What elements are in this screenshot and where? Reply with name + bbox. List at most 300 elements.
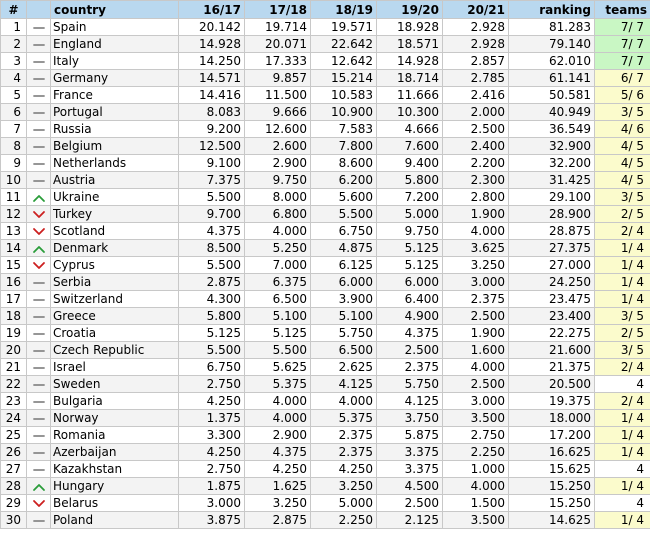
season-19-20-cell: 11.666 bbox=[377, 87, 443, 104]
table-row[interactable] bbox=[1, 359, 650, 376]
country-cell: Poland bbox=[51, 512, 179, 529]
table-row[interactable] bbox=[1, 376, 650, 393]
season-19-20-cell: 3.750 bbox=[377, 410, 443, 427]
season-19-20-cell: 18.928 bbox=[377, 19, 443, 36]
season-18-19-cell: 5.600 bbox=[311, 189, 377, 206]
season-17-18-cell: 6.500 bbox=[245, 291, 311, 308]
rank-cell: 13 bbox=[1, 223, 27, 240]
ranking-cell: 15.250 bbox=[509, 495, 595, 512]
table-row[interactable] bbox=[1, 325, 650, 342]
rank-cell: 26 bbox=[1, 444, 27, 461]
trend-same-icon bbox=[32, 40, 46, 50]
trend-cell bbox=[27, 444, 51, 461]
season-17-18-cell: 12.600 bbox=[245, 121, 311, 138]
season-19-20-cell: 9.750 bbox=[377, 223, 443, 240]
season-20-21-cell: 4.000 bbox=[443, 478, 509, 495]
season-19-20-cell: 6.400 bbox=[377, 291, 443, 308]
table-row[interactable] bbox=[1, 444, 650, 461]
season-19-20-cell: 5.875 bbox=[377, 427, 443, 444]
table-row[interactable] bbox=[1, 308, 650, 325]
rank-cell: 5 bbox=[1, 87, 27, 104]
header-ranking[interactable]: ranking bbox=[509, 1, 595, 19]
season-20-21-cell: 1.900 bbox=[443, 325, 509, 342]
rank-cell: 4 bbox=[1, 70, 27, 87]
season-18-19-cell: 7.583 bbox=[311, 121, 377, 138]
rank-cell: 8 bbox=[1, 138, 27, 155]
table-row[interactable] bbox=[1, 87, 650, 104]
country-cell: Kazakhstan bbox=[51, 461, 179, 478]
season-17-18-cell: 5.100 bbox=[245, 308, 311, 325]
teams-cell: 2/ 5 bbox=[595, 325, 650, 342]
ranking-cell: 61.141 bbox=[509, 70, 595, 87]
ranking-cell: 18.000 bbox=[509, 410, 595, 427]
season-16-17-cell: 14.416 bbox=[179, 87, 245, 104]
trend-cell bbox=[27, 240, 51, 257]
rank-cell: 3 bbox=[1, 53, 27, 70]
ranking-cell: 20.500 bbox=[509, 376, 595, 393]
rank-cell: 12 bbox=[1, 206, 27, 223]
ranking-cell: 79.140 bbox=[509, 36, 595, 53]
season-16-17-cell: 3.300 bbox=[179, 427, 245, 444]
country-cell: Cyprus bbox=[51, 257, 179, 274]
season-20-21-cell: 4.000 bbox=[443, 359, 509, 376]
header-season-19-20[interactable]: 19/20 bbox=[377, 1, 443, 19]
season-19-20-cell: 5.000 bbox=[377, 206, 443, 223]
trend-cell bbox=[27, 291, 51, 308]
table-row[interactable] bbox=[1, 206, 650, 223]
teams-cell: 4 bbox=[595, 376, 650, 393]
trend-same-icon bbox=[32, 74, 46, 84]
header-season-17-18[interactable]: 17/18 bbox=[245, 1, 311, 19]
ranking-cell: 40.949 bbox=[509, 104, 595, 121]
teams-cell: 5/ 6 bbox=[595, 87, 650, 104]
trend-same-icon bbox=[32, 431, 46, 441]
ranking-cell: 31.425 bbox=[509, 172, 595, 189]
season-17-18-cell: 2.900 bbox=[245, 427, 311, 444]
country-cell: Switzerland bbox=[51, 291, 179, 308]
season-19-20-cell: 4.125 bbox=[377, 393, 443, 410]
ranking-cell: 14.625 bbox=[509, 512, 595, 529]
country-cell: Belarus bbox=[51, 495, 179, 512]
rank-cell: 16 bbox=[1, 274, 27, 291]
season-17-18-cell: 2.875 bbox=[245, 512, 311, 529]
season-19-20-cell: 7.200 bbox=[377, 189, 443, 206]
rank-cell: 22 bbox=[1, 376, 27, 393]
trend-cell bbox=[27, 308, 51, 325]
season-20-21-cell: 3.625 bbox=[443, 240, 509, 257]
season-18-19-cell: 6.750 bbox=[311, 223, 377, 240]
season-16-17-cell: 20.142 bbox=[179, 19, 245, 36]
trend-cell bbox=[27, 189, 51, 206]
season-17-18-cell: 5.125 bbox=[245, 325, 311, 342]
season-18-19-cell: 2.250 bbox=[311, 512, 377, 529]
trend-cell bbox=[27, 495, 51, 512]
season-18-19-cell: 4.000 bbox=[311, 393, 377, 410]
season-20-21-cell: 2.375 bbox=[443, 291, 509, 308]
teams-cell: 3/ 5 bbox=[595, 308, 650, 325]
season-16-17-cell: 4.250 bbox=[179, 393, 245, 410]
ranking-cell: 36.549 bbox=[509, 121, 595, 138]
season-18-19-cell: 6.500 bbox=[311, 342, 377, 359]
table-row[interactable] bbox=[1, 104, 650, 121]
table-row[interactable] bbox=[1, 240, 650, 257]
rank-cell: 23 bbox=[1, 393, 27, 410]
rank-cell: 17 bbox=[1, 291, 27, 308]
rank-cell: 25 bbox=[1, 427, 27, 444]
trend-same-icon bbox=[32, 448, 46, 458]
season-20-21-cell: 2.300 bbox=[443, 172, 509, 189]
country-cell: France bbox=[51, 87, 179, 104]
ranking-cell: 50.581 bbox=[509, 87, 595, 104]
table-row[interactable] bbox=[1, 121, 650, 138]
trend-same-icon bbox=[32, 312, 46, 322]
teams-cell: 2/ 5 bbox=[595, 206, 650, 223]
trend-cell bbox=[27, 172, 51, 189]
trend-same-icon bbox=[32, 363, 46, 373]
season-19-20-cell: 9.400 bbox=[377, 155, 443, 172]
trend-same-icon bbox=[32, 159, 46, 169]
table-row[interactable] bbox=[1, 19, 650, 36]
season-16-17-cell: 14.928 bbox=[179, 36, 245, 53]
season-18-19-cell: 4.250 bbox=[311, 461, 377, 478]
season-18-19-cell: 7.800 bbox=[311, 138, 377, 155]
season-17-18-cell: 6.375 bbox=[245, 274, 311, 291]
trend-same-icon bbox=[32, 465, 46, 475]
header-row bbox=[1, 1, 650, 19]
season-17-18-cell: 5.375 bbox=[245, 376, 311, 393]
ranking-cell: 19.375 bbox=[509, 393, 595, 410]
season-16-17-cell: 8.500 bbox=[179, 240, 245, 257]
table-row[interactable] bbox=[1, 274, 650, 291]
trend-up-icon bbox=[32, 482, 46, 492]
teams-cell: 1/ 4 bbox=[595, 240, 650, 257]
season-20-21-cell: 2.500 bbox=[443, 121, 509, 138]
trend-cell bbox=[27, 410, 51, 427]
season-17-18-cell: 2.600 bbox=[245, 138, 311, 155]
season-19-20-cell: 2.375 bbox=[377, 359, 443, 376]
country-cell: Austria bbox=[51, 172, 179, 189]
table-row[interactable] bbox=[1, 155, 650, 172]
season-20-21-cell: 1.600 bbox=[443, 342, 509, 359]
season-19-20-cell: 2.500 bbox=[377, 495, 443, 512]
season-20-21-cell: 3.000 bbox=[443, 274, 509, 291]
season-18-19-cell: 5.750 bbox=[311, 325, 377, 342]
trend-cell bbox=[27, 155, 51, 172]
trend-cell bbox=[27, 87, 51, 104]
country-cell: Germany bbox=[51, 70, 179, 87]
season-17-18-cell: 2.900 bbox=[245, 155, 311, 172]
trend-cell bbox=[27, 257, 51, 274]
table-row[interactable] bbox=[1, 478, 650, 495]
rank-cell: 10 bbox=[1, 172, 27, 189]
table-row[interactable] bbox=[1, 53, 650, 70]
season-16-17-cell: 2.750 bbox=[179, 376, 245, 393]
table-row[interactable] bbox=[1, 427, 650, 444]
ranking-cell: 29.100 bbox=[509, 189, 595, 206]
ranking-cell: 62.010 bbox=[509, 53, 595, 70]
teams-cell: 7/ 7 bbox=[595, 19, 650, 36]
rank-cell: 21 bbox=[1, 359, 27, 376]
season-20-21-cell: 3.500 bbox=[443, 512, 509, 529]
trend-cell bbox=[27, 206, 51, 223]
teams-cell: 3/ 5 bbox=[595, 342, 650, 359]
season-18-19-cell: 2.375 bbox=[311, 427, 377, 444]
trend-down-icon bbox=[32, 227, 46, 237]
trend-cell bbox=[27, 104, 51, 121]
trend-cell bbox=[27, 478, 51, 495]
teams-cell: 4 bbox=[595, 461, 650, 478]
table-row[interactable] bbox=[1, 495, 650, 512]
season-18-19-cell: 2.375 bbox=[311, 444, 377, 461]
teams-cell: 2/ 4 bbox=[595, 359, 650, 376]
ranking-cell: 27.000 bbox=[509, 257, 595, 274]
ranking-cell: 32.900 bbox=[509, 138, 595, 155]
header-season-16-17[interactable]: 16/17 bbox=[179, 1, 245, 19]
ranking-cell: 23.475 bbox=[509, 291, 595, 308]
season-19-20-cell: 10.300 bbox=[377, 104, 443, 121]
teams-cell: 2/ 4 bbox=[595, 223, 650, 240]
country-cell: Czech Republic bbox=[51, 342, 179, 359]
trend-cell bbox=[27, 70, 51, 87]
season-20-21-cell: 2.416 bbox=[443, 87, 509, 104]
season-19-20-cell: 6.000 bbox=[377, 274, 443, 291]
country-cell: Netherlands bbox=[51, 155, 179, 172]
season-18-19-cell: 3.900 bbox=[311, 291, 377, 308]
table-row[interactable] bbox=[1, 257, 650, 274]
season-16-17-cell: 5.500 bbox=[179, 189, 245, 206]
teams-cell: 1/ 4 bbox=[595, 410, 650, 427]
header-country[interactable]: country bbox=[51, 1, 179, 19]
table-row[interactable] bbox=[1, 512, 650, 529]
season-16-17-cell: 5.500 bbox=[179, 342, 245, 359]
ranking-cell: 24.250 bbox=[509, 274, 595, 291]
table-row[interactable] bbox=[1, 223, 650, 240]
ranking-cell: 23.400 bbox=[509, 308, 595, 325]
season-17-18-cell: 5.250 bbox=[245, 240, 311, 257]
season-20-21-cell: 1.500 bbox=[443, 495, 509, 512]
ranking-cell: 28.900 bbox=[509, 206, 595, 223]
season-16-17-cell: 9.200 bbox=[179, 121, 245, 138]
season-16-17-cell: 2.750 bbox=[179, 461, 245, 478]
season-17-18-cell: 1.625 bbox=[245, 478, 311, 495]
season-20-21-cell: 3.250 bbox=[443, 257, 509, 274]
season-18-19-cell: 10.583 bbox=[311, 87, 377, 104]
season-17-18-cell: 9.666 bbox=[245, 104, 311, 121]
season-16-17-cell: 4.375 bbox=[179, 223, 245, 240]
season-17-18-cell: 8.000 bbox=[245, 189, 311, 206]
season-17-18-cell: 5.500 bbox=[245, 342, 311, 359]
season-17-18-cell: 20.071 bbox=[245, 36, 311, 53]
teams-cell: 4/ 5 bbox=[595, 155, 650, 172]
rank-cell: 29 bbox=[1, 495, 27, 512]
season-16-17-cell: 2.875 bbox=[179, 274, 245, 291]
trend-up-icon bbox=[32, 193, 46, 203]
trend-cell bbox=[27, 223, 51, 240]
rank-cell: 7 bbox=[1, 121, 27, 138]
ranking-cell: 15.625 bbox=[509, 461, 595, 478]
country-cell: Bulgaria bbox=[51, 393, 179, 410]
season-20-21-cell: 1.900 bbox=[443, 206, 509, 223]
season-18-19-cell: 6.125 bbox=[311, 257, 377, 274]
table-row[interactable] bbox=[1, 189, 650, 206]
season-18-19-cell: 10.900 bbox=[311, 104, 377, 121]
trend-same-icon bbox=[32, 108, 46, 118]
season-20-21-cell: 2.500 bbox=[443, 376, 509, 393]
trend-cell bbox=[27, 121, 51, 138]
table-body bbox=[1, 19, 650, 529]
trend-same-icon bbox=[32, 414, 46, 424]
teams-cell: 3/ 5 bbox=[595, 189, 650, 206]
rank-cell: 1 bbox=[1, 19, 27, 36]
trend-down-icon bbox=[32, 261, 46, 271]
season-18-19-cell: 4.875 bbox=[311, 240, 377, 257]
season-20-21-cell: 2.750 bbox=[443, 427, 509, 444]
season-18-19-cell: 2.625 bbox=[311, 359, 377, 376]
country-cell: Belgium bbox=[51, 138, 179, 155]
table-row[interactable] bbox=[1, 291, 650, 308]
season-19-20-cell: 2.500 bbox=[377, 342, 443, 359]
trend-cell bbox=[27, 274, 51, 291]
season-19-20-cell: 5.125 bbox=[377, 257, 443, 274]
season-20-21-cell: 2.200 bbox=[443, 155, 509, 172]
trend-cell bbox=[27, 461, 51, 478]
season-16-17-cell: 8.083 bbox=[179, 104, 245, 121]
header-season-18-19[interactable]: 18/19 bbox=[311, 1, 377, 19]
country-cell: Azerbaijan bbox=[51, 444, 179, 461]
rank-cell: 24 bbox=[1, 410, 27, 427]
rank-cell: 11 bbox=[1, 189, 27, 206]
season-17-18-cell: 4.375 bbox=[245, 444, 311, 461]
trend-cell bbox=[27, 138, 51, 155]
rank-cell: 2 bbox=[1, 36, 27, 53]
table-row[interactable] bbox=[1, 70, 650, 87]
season-17-18-cell: 11.500 bbox=[245, 87, 311, 104]
country-cell: Hungary bbox=[51, 478, 179, 495]
trend-same-icon bbox=[32, 91, 46, 101]
trend-cell bbox=[27, 19, 51, 36]
season-17-18-cell: 5.625 bbox=[245, 359, 311, 376]
season-16-17-cell: 14.250 bbox=[179, 53, 245, 70]
table-row[interactable] bbox=[1, 393, 650, 410]
country-cell: Norway bbox=[51, 410, 179, 427]
table-row[interactable] bbox=[1, 410, 650, 427]
ranking-cell: 27.375 bbox=[509, 240, 595, 257]
table-row[interactable] bbox=[1, 461, 650, 478]
season-20-21-cell: 3.000 bbox=[443, 393, 509, 410]
header-rank[interactable]: # bbox=[1, 1, 27, 19]
trend-same-icon bbox=[32, 278, 46, 288]
teams-cell: 2/ 4 bbox=[595, 393, 650, 410]
country-cell: Russia bbox=[51, 121, 179, 138]
header-teams[interactable]: teams bbox=[595, 1, 650, 19]
season-16-17-cell: 5.500 bbox=[179, 257, 245, 274]
season-16-17-cell: 7.375 bbox=[179, 172, 245, 189]
season-18-19-cell: 3.250 bbox=[311, 478, 377, 495]
teams-cell: 4/ 6 bbox=[595, 121, 650, 138]
trend-down-icon bbox=[32, 210, 46, 220]
season-19-20-cell: 7.600 bbox=[377, 138, 443, 155]
season-20-21-cell: 2.800 bbox=[443, 189, 509, 206]
season-18-19-cell: 19.571 bbox=[311, 19, 377, 36]
country-cell: Croatia bbox=[51, 325, 179, 342]
trend-same-icon bbox=[32, 57, 46, 67]
season-18-19-cell: 6.000 bbox=[311, 274, 377, 291]
ranking-cell: 21.375 bbox=[509, 359, 595, 376]
season-19-20-cell: 4.666 bbox=[377, 121, 443, 138]
teams-cell: 1/ 4 bbox=[595, 444, 650, 461]
season-18-19-cell: 5.100 bbox=[311, 308, 377, 325]
season-17-18-cell: 7.000 bbox=[245, 257, 311, 274]
season-18-19-cell: 8.600 bbox=[311, 155, 377, 172]
ranking-cell: 28.875 bbox=[509, 223, 595, 240]
country-cell: Romania bbox=[51, 427, 179, 444]
trend-down-icon bbox=[32, 499, 46, 509]
ranking-cell: 22.275 bbox=[509, 325, 595, 342]
season-19-20-cell: 4.375 bbox=[377, 325, 443, 342]
ranking-cell: 16.625 bbox=[509, 444, 595, 461]
ranking-cell: 15.250 bbox=[509, 478, 595, 495]
table-row[interactable] bbox=[1, 172, 650, 189]
table-row[interactable] bbox=[1, 36, 650, 53]
season-20-21-cell: 2.250 bbox=[443, 444, 509, 461]
season-18-19-cell: 6.200 bbox=[311, 172, 377, 189]
country-cell: Spain bbox=[51, 19, 179, 36]
trend-cell bbox=[27, 427, 51, 444]
country-cell: Sweden bbox=[51, 376, 179, 393]
rank-cell: 20 bbox=[1, 342, 27, 359]
season-17-18-cell: 4.250 bbox=[245, 461, 311, 478]
season-19-20-cell: 3.375 bbox=[377, 444, 443, 461]
season-19-20-cell: 5.750 bbox=[377, 376, 443, 393]
season-17-18-cell: 9.750 bbox=[245, 172, 311, 189]
trend-cell bbox=[27, 393, 51, 410]
rank-cell: 19 bbox=[1, 325, 27, 342]
rank-cell: 18 bbox=[1, 308, 27, 325]
season-17-18-cell: 6.800 bbox=[245, 206, 311, 223]
season-16-17-cell: 9.100 bbox=[179, 155, 245, 172]
season-16-17-cell: 5.125 bbox=[179, 325, 245, 342]
season-18-19-cell: 5.000 bbox=[311, 495, 377, 512]
season-18-19-cell: 22.642 bbox=[311, 36, 377, 53]
trend-same-icon bbox=[32, 176, 46, 186]
header-season-20-21[interactable]: 20/21 bbox=[443, 1, 509, 19]
rank-cell: 9 bbox=[1, 155, 27, 172]
season-16-17-cell: 9.700 bbox=[179, 206, 245, 223]
season-16-17-cell: 5.800 bbox=[179, 308, 245, 325]
season-20-21-cell: 2.500 bbox=[443, 308, 509, 325]
table-row[interactable] bbox=[1, 342, 650, 359]
rank-cell: 6 bbox=[1, 104, 27, 121]
season-17-18-cell: 4.000 bbox=[245, 393, 311, 410]
trend-cell bbox=[27, 359, 51, 376]
teams-cell: 1/ 4 bbox=[595, 512, 650, 529]
teams-cell: 1/ 4 bbox=[595, 257, 650, 274]
country-cell: England bbox=[51, 36, 179, 53]
season-16-17-cell: 12.500 bbox=[179, 138, 245, 155]
trend-cell bbox=[27, 325, 51, 342]
season-17-18-cell: 19.714 bbox=[245, 19, 311, 36]
season-20-21-cell: 2.400 bbox=[443, 138, 509, 155]
season-20-21-cell: 2.857 bbox=[443, 53, 509, 70]
season-16-17-cell: 4.300 bbox=[179, 291, 245, 308]
season-16-17-cell: 1.375 bbox=[179, 410, 245, 427]
ranking-cell: 21.600 bbox=[509, 342, 595, 359]
table-row[interactable] bbox=[1, 138, 650, 155]
season-19-20-cell: 3.375 bbox=[377, 461, 443, 478]
trend-same-icon bbox=[32, 23, 46, 33]
rank-cell: 28 bbox=[1, 478, 27, 495]
trend-same-icon bbox=[32, 125, 46, 135]
